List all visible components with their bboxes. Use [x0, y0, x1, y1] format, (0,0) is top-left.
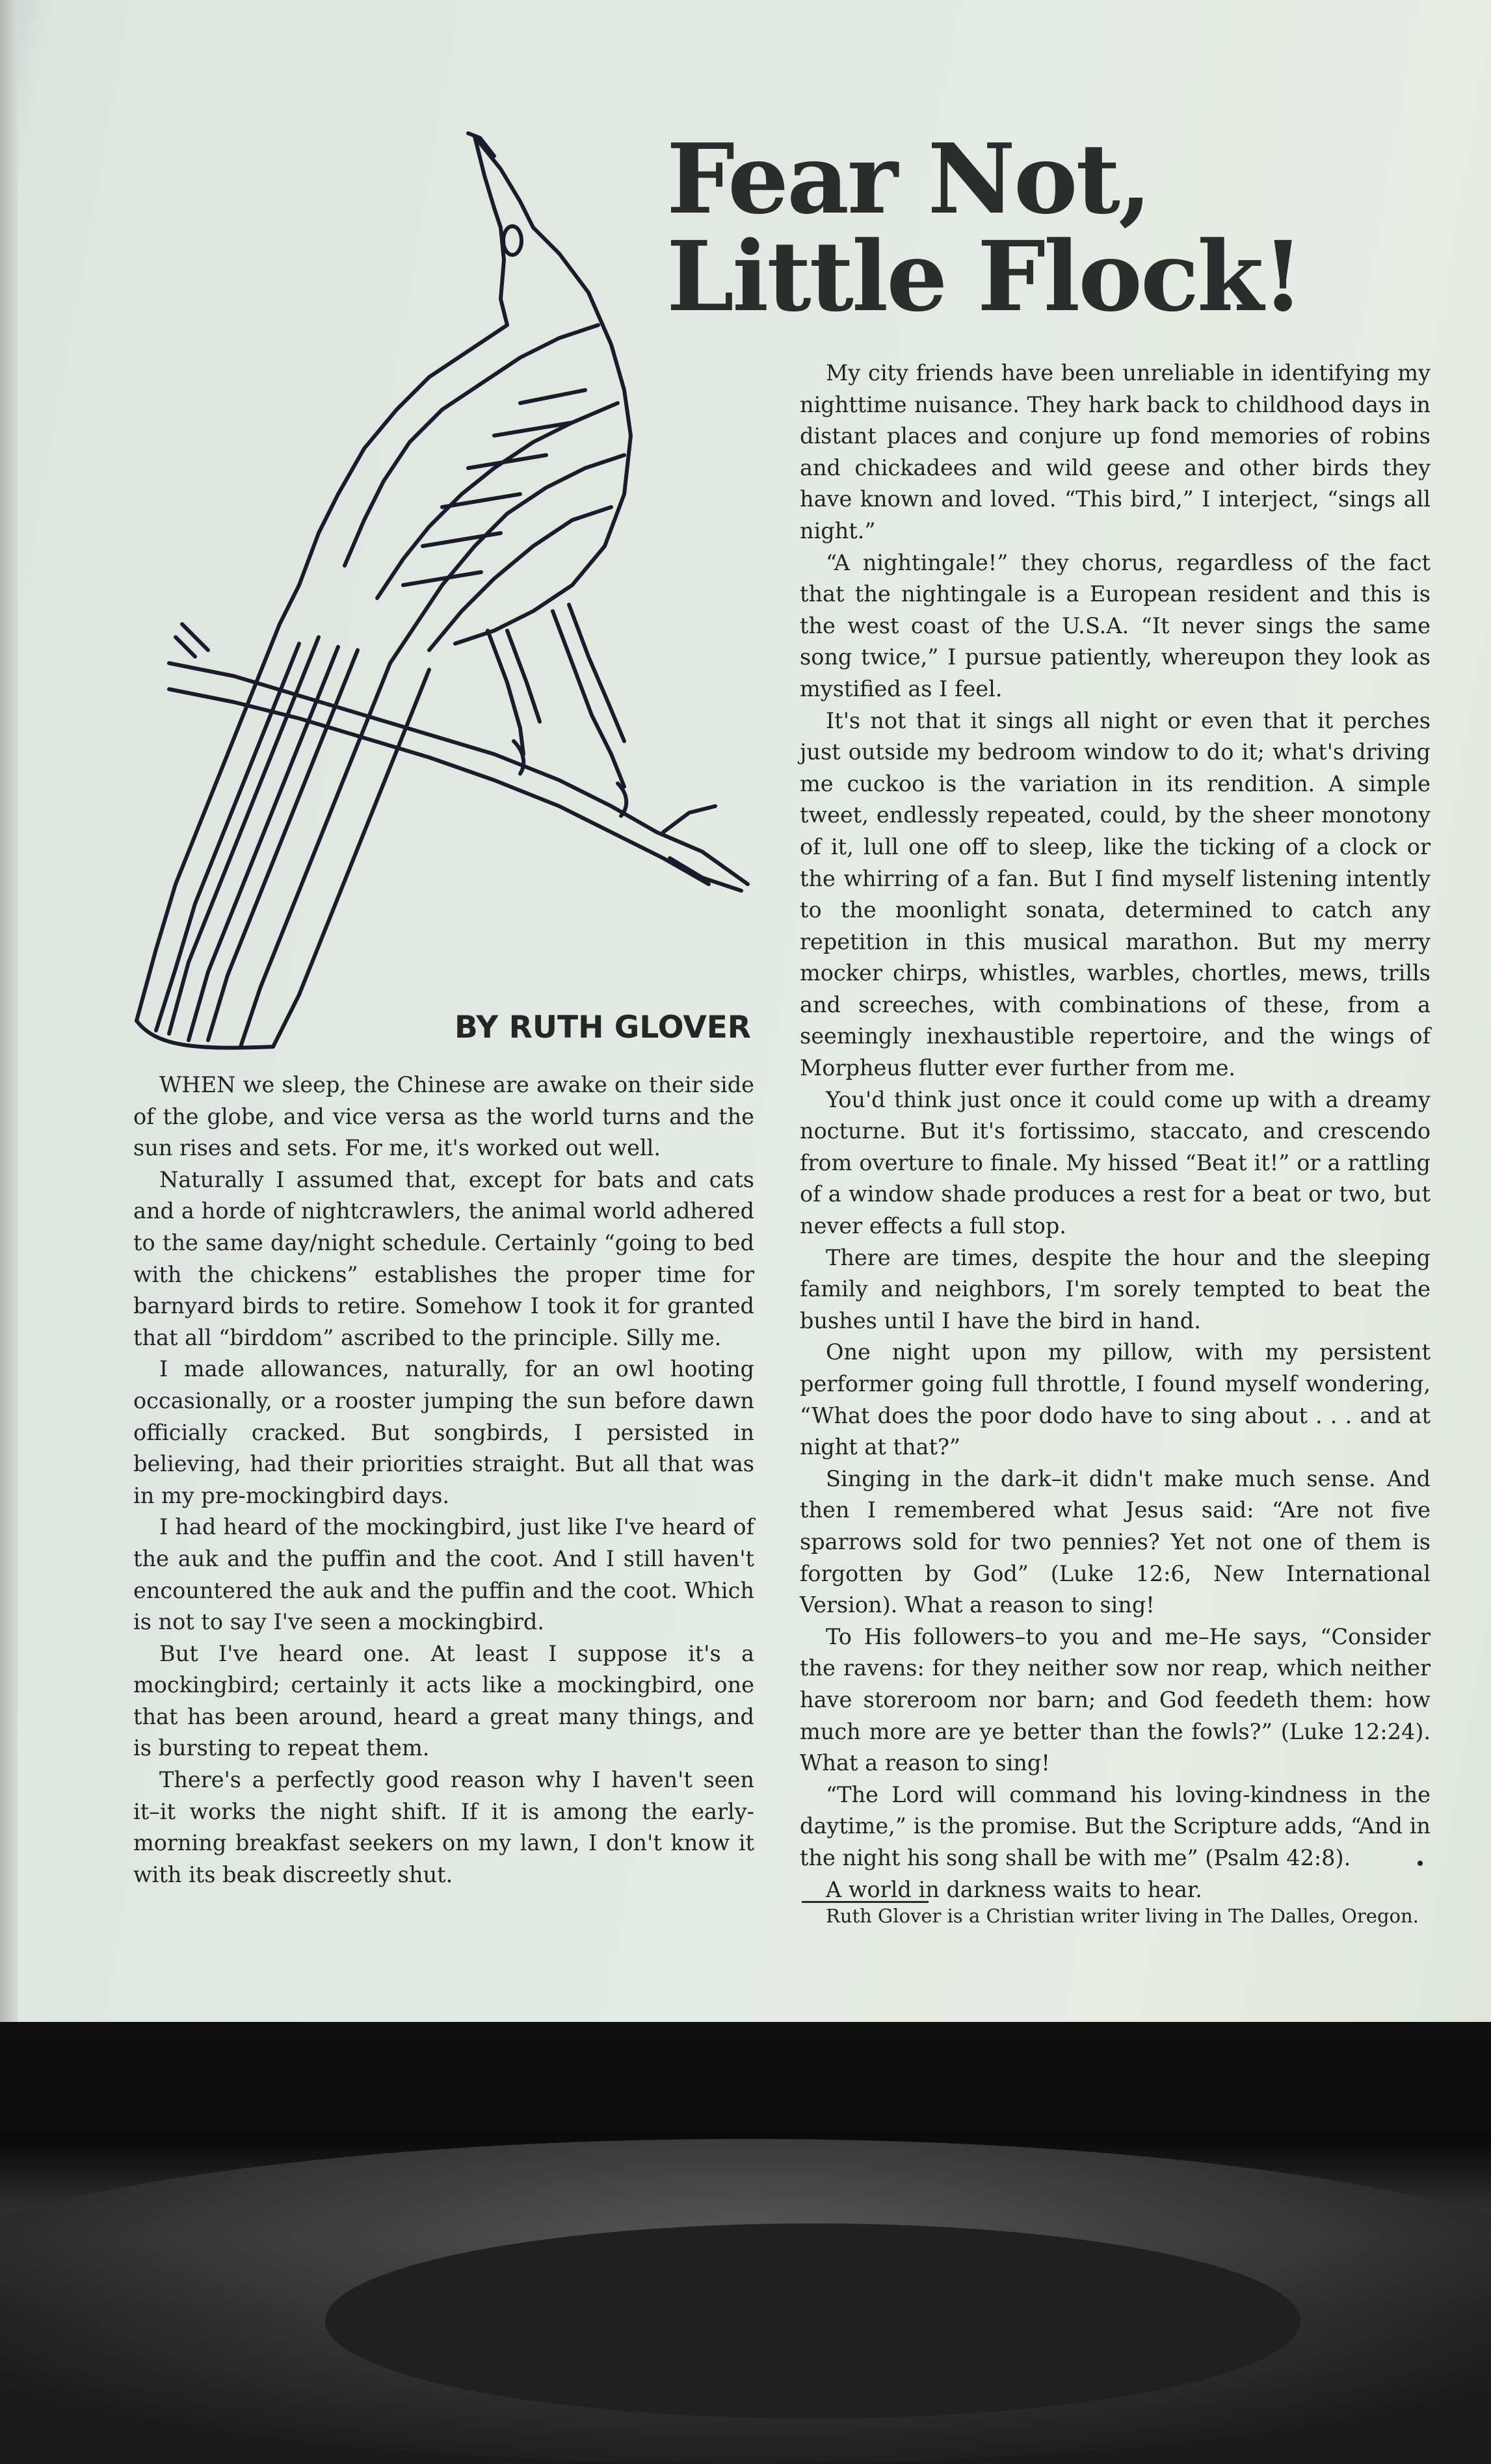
paragraph: “A nightingale!” they chorus, regardless of the fact that the nightingale is a European resident and this is the west coast of the U.S.A. “It never sings the same song twice,” I pursue patiently, whereupon they look as mystified as I feel.: [800, 549, 1431, 701]
paragraph: To His followers–to you and me–He says, “Consider the ravens: for they neither sow nor reap, which neither have storeroom nor barn; and God feedeth them: how much more are ye better than the fowls?” (Luke 12:24). What a reason to sing!: [800, 1623, 1431, 1776]
paragraph: One night upon my pillow, with my persistent performer going full throttle, I found myself wondering, “What does the poor dodo have to sing about . . . and at night at that?”: [800, 1339, 1431, 1460]
paragraph: I had heard of the mockingbird, just like I've heard of the auk and the puffin and the coot. And I still haven't encountered the auk and the puffin and the coot. Which is not to say I've seen a mockingbird.: [133, 1514, 754, 1635]
paragraph: There are times, despite the hour and the sleeping family and neighbors, I'm sorely tempted to beat the bushes until I have the bird in hand.: [800, 1244, 1431, 1333]
title-line-1: Fear Not,: [666, 122, 1150, 235]
end-mark-dot: [1418, 1861, 1423, 1866]
author-note: [800, 1903, 1431, 1929]
paragraph: Naturally I assumed that, except for bats and cats and a horde of nightcrawlers, the animal world adhered to the same day/night schedule. Certainly “going to bed with the chickens” establishes the proper time for barnyard birds to retire. Somehow I took it for granted that all “birddom” ascribed to the principle. Silly me.: [133, 1166, 754, 1350]
left-column: [133, 1069, 754, 1891]
paragraph: Singing in the dark–it didn't make much sense. And then I remembered what Jesus said: “Are not five sparrows sold for two pennies? Yet not one of them is forgotten by God” (Luke 12:6, New International Version). What a reason to sing!: [800, 1465, 1431, 1618]
paragraph: But I've heard one. At least I suppose it's a mockingbird; certainly it acts like a mockingbird, one that has been around, heard a great many things, and is bursting to repeat them.: [133, 1640, 754, 1761]
paragraph: I made allowances, naturally, for an owl hooting occasionally, or a rooster jumping the sun before dawn officially cracked. But songbirds, I persisted in believing, had their priorities straight. But all that was in my pre-mockingbird days.: [133, 1356, 754, 1508]
paragraph: “The Lord will command his loving-kindness in the daytime,” is the promise. But the Scripture adds, “And in the night his song shall be with me” (Psalm 42:8).: [800, 1781, 1431, 1870]
article-title: [666, 122, 1414, 333]
title-line-2: Little Flock!: [666, 220, 1302, 333]
bird-on-branch-illustration: [104, 130, 761, 1053]
paragraph: It's not that it sings all night or even that it perches just outside my bedroom window to do it; what's driving me cuckoo is the variation in its rendition. A simple tweet, endlessly repeated, could, by the sheer monotony of it, lull one off to sleep, like the ticking of a clock or the whirring of a fan. But I find myself listening intently to the moonlight sonata, determined to catch any repetition in this musical marathon. But my merry mocker chirps, whistles, warbles, chortles, mews, trills and screeches, with combinations of these, from a seemingly inexhaustible repertoire, and the wings of Morpheus flutter ever further from me.: [800, 707, 1431, 1081]
fabric-fold: [325, 2223, 1300, 2418]
right-column: [800, 358, 1431, 1906]
page-spine-shadow: [0, 0, 18, 2022]
paragraph: WHEN we sleep, the Chinese are awake on their side of the globe, and vice versa as the world turns and the sun rises and sets. For me, it's worked out well.: [133, 1072, 754, 1161]
paragraph: You'd think just once it could come up with a dreamy nocturne. But it's fortissimo, staccato, and crescendo from overture to finale. My hissed “Beat it!” or a rattling of a window shade produces a rest for a beat or two, but never effects a full stop.: [800, 1086, 1431, 1239]
author-byline: BY RUTH GLOVER: [455, 1010, 751, 1045]
author-note-text: Ruth Glover is a Christian writer living in The Dalles, Oregon.: [826, 1905, 1419, 1927]
paragraph: There's a perfectly good reason why I haven't seen it–it works the night shift. If it is among the early-morning breakfast seekers on my lawn, I don't know it with its beak discreetly shut.: [133, 1767, 754, 1887]
paragraph: A world in darkness waits to hear.: [826, 1876, 1202, 1902]
paragraph: My city friends have been unreliable in identifying my nighttime nuisance. They hark back to childhood days in distant places and conjure up fond memories of robins and chickadees and wild geese and other birds they have known and loved. “This bird,” I interject, “sings all night.”: [800, 360, 1431, 544]
